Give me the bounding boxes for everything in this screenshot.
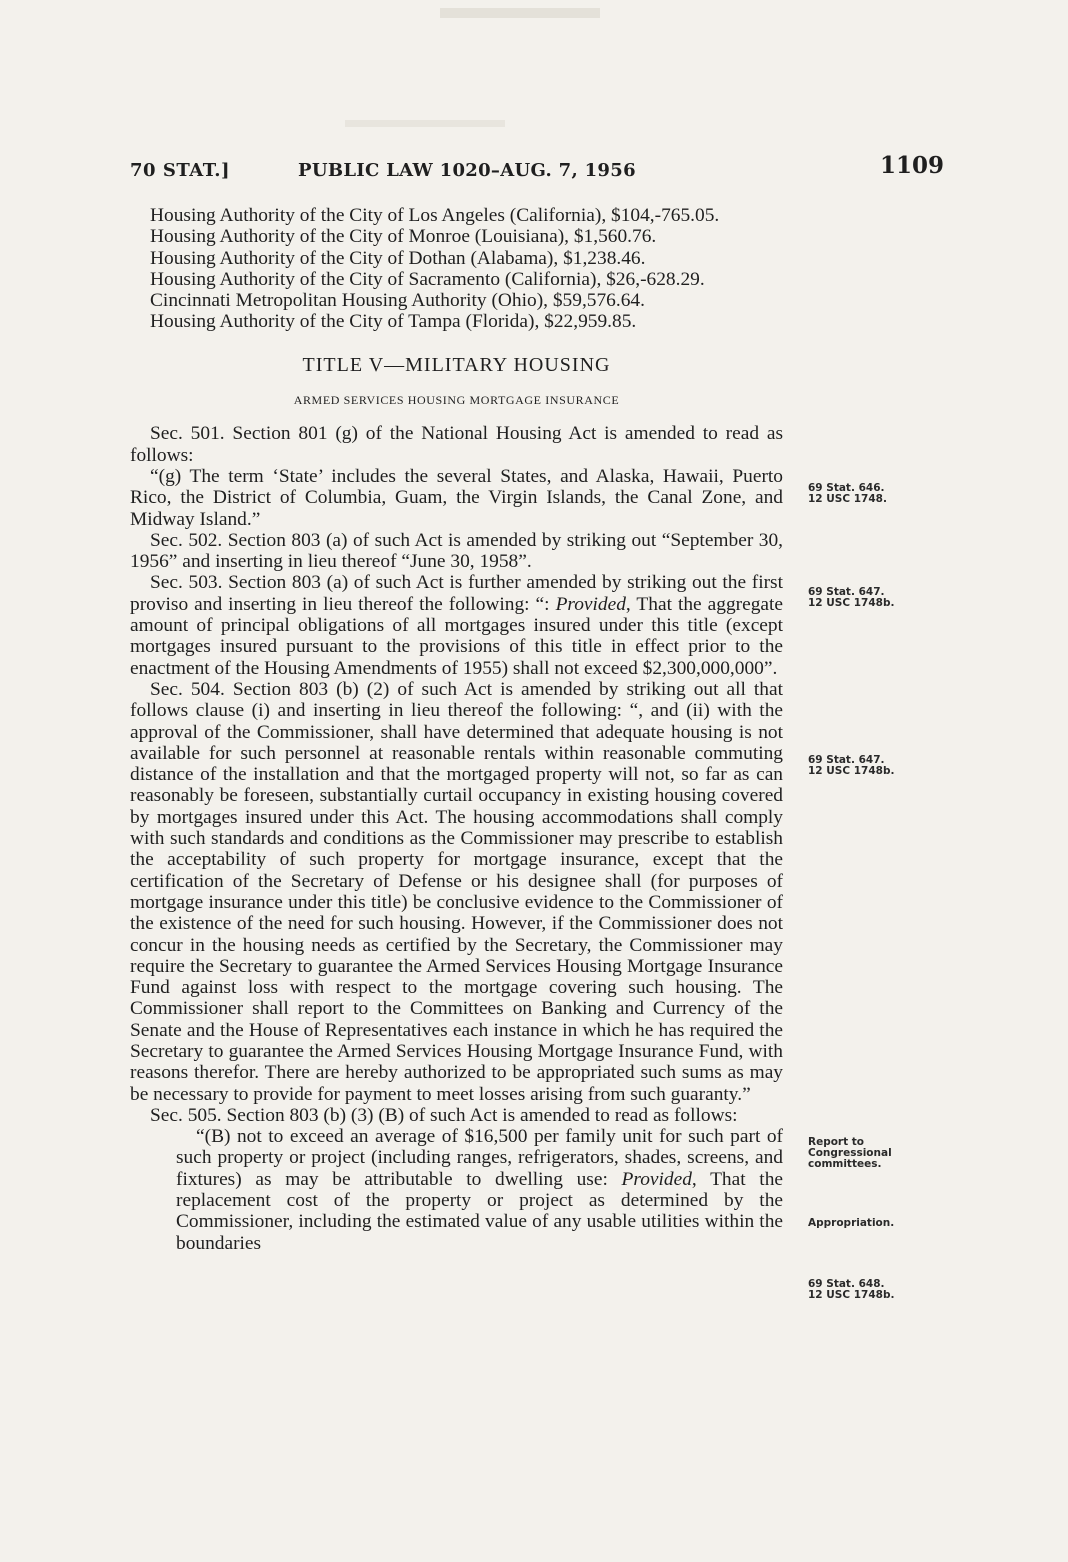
section-503-text-cont: , That the aggregate amount of principal obligations of all mortgages insured under this title (except mortgages insured pursuant to the provisions of this title in effect prior to the enactment of the Housing Amendments of 1955) shall not exceed $2,300,000,000”. bbox=[130, 593, 783, 679]
section-503-text: Sec. 503. Section 803 (a) of such Act is further amended by striking out the first proviso and inserting in lieu thereof the following: “: bbox=[130, 572, 783, 615]
authority-entry: Housing Authority of the City of Dothan (Alabama), $1,238.46. bbox=[150, 247, 646, 269]
authority-entry: Housing Authority of the City of Sacramento (California), $26,-628.29. bbox=[150, 268, 705, 290]
section-501: Sec. 501. Section 801 (g) of the National Housing Act is amended to read as follows: bbox=[130, 423, 783, 466]
section-503 bbox=[130, 572, 783, 678]
section-505-quote-text: “(B) not to exceed an average of $16,500 per family unit for such part of such property or project (including ranges, refrigerators, shades, screens, and fixtures) as may be attributable to dwelling use: bbox=[176, 1126, 783, 1190]
page-number: 1109 bbox=[880, 152, 945, 179]
margin-note-citation: 69 Stat. 648. 12 USC 1748b. bbox=[808, 1278, 895, 1301]
body-text bbox=[130, 205, 783, 1254]
authority-entry: Housing Authority of the City of Los Angeles (California), $104,-765.05. bbox=[150, 205, 720, 226]
volume-reference: 70 STAT.] bbox=[130, 160, 231, 181]
authority-entry: Housing Authority of the City of Monroe (Louisiana), $1,560.76. bbox=[150, 226, 657, 248]
section-504: Sec. 504. Section 803 (b) (2) of such Act is amended by striking out all that follows clause (i) and inserting in lieu thereof the following: “, and (ii) with the approval of the Commissioner, shall have determined that adequate housing is not available for such personnel at reasonable rentals within reasonable commuting distance of the installation and that the mortgaged property will not, so far as can reasonably be foreseen, substantially curtail occupancy in existing housing covered by mortgages insured under this Act. The housing accommodations shall comply with such standards and conditions as the Commissioner may prescribe to establish the acceptability of such property for mortgage insurance, except that the certification of the Secretary of Defense or his designee shall (for purposes of mortgage insurance under this title) be conclusive evidence to the Commissioner of the existence of the need for such housing. However, if the Commissioner does not concur in the housing needs as certified by the Secretary, the Commissioner may require the Secretary to guarantee the Armed Services Housing Mortgage Insurance Fund against loss with respect to the mortgage covering such housing. The Commissioner shall report to the Committees on Banking and Currency of the Senate and the House of Representatives each instance in which he has required the Secretary to guarantee the Armed Services Housing Mortgage Insurance Fund, with reasons therefor. There are hereby authorized to be appropriated such sums as may be necessary to provide for payment to meet losses arising from such guaranty.” bbox=[130, 678, 783, 1105]
margin-note-report: Report to Congressional committees. bbox=[808, 1136, 892, 1170]
law-title: PUBLIC LAW 1020–AUG. 7, 1956 bbox=[298, 160, 636, 181]
margin-note-citation: 69 Stat. 647. 12 USC 1748b. bbox=[808, 754, 895, 777]
authority-entry: Housing Authority of the City of Tampa (Florida), $22,959.85. bbox=[150, 311, 637, 333]
section-502: Sec. 502. Section 803 (a) of such Act is amended by striking out “September 30, 1956” and inserting in lieu thereof “June 30, 1958”. bbox=[130, 529, 783, 573]
provided-italic: Provided bbox=[621, 1168, 692, 1190]
margin-note-citation: 69 Stat. 647. 12 USC 1748b. bbox=[808, 586, 895, 609]
section-505: Sec. 505. Section 803 (b) (3) (B) of such Act is amended to read as follows: bbox=[150, 1104, 738, 1126]
subheading: ARMED SERVICES HOUSING MORTGAGE INSURANCE bbox=[293, 393, 620, 408]
title-heading: TITLE V—MILITARY HOUSING bbox=[302, 353, 611, 376]
margin-note-appropriation: Appropriation. bbox=[808, 1217, 895, 1229]
authority-entry: Cincinnati Metropolitan Housing Authority (Ohio), $59,576.64. bbox=[150, 290, 645, 312]
bleed-through-mark bbox=[345, 120, 505, 127]
section-505-quote-text-cont: , That the replacement cost of the property or project as determined by the Commissioner, including the estimated value of any usable utilities within the boundaries bbox=[176, 1168, 783, 1254]
section-505-quote bbox=[130, 1126, 783, 1254]
margin-note-citation: 69 Stat. 646. 12 USC 1748. bbox=[808, 482, 887, 505]
provided-italic: Provided bbox=[555, 593, 626, 615]
section-501-quote: “(g) The term ‘State’ includes the several States, and Alaska, Hawaii, Puerto Rico, the District of Columbia, Guam, the Virgin Islands, the Canal Zone, and Midway Island.” bbox=[130, 465, 783, 530]
bleed-through-mark bbox=[440, 8, 600, 18]
